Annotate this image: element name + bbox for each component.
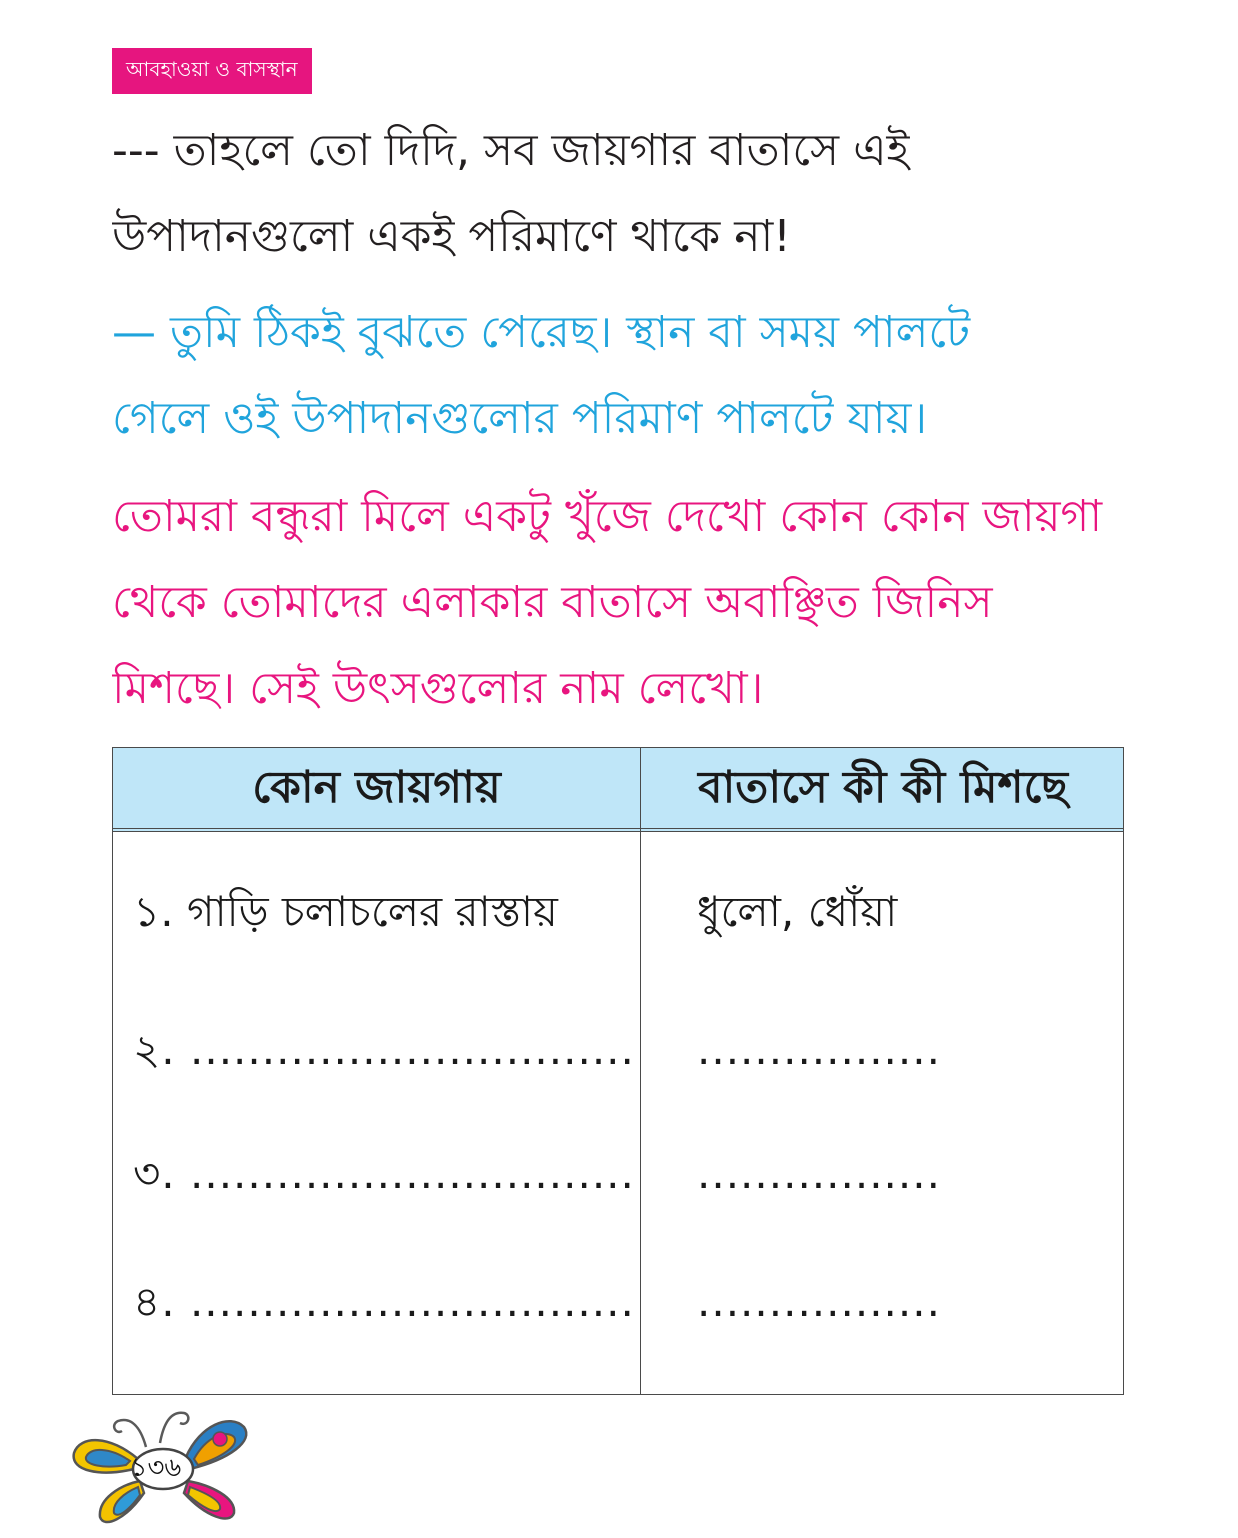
- chapter-tag: আবহাওয়া ও বাসস্থান: [112, 48, 312, 94]
- row-2-place-blank[interactable]: ২. ...............................: [133, 1025, 635, 1074]
- row-4-pollutants-blank[interactable]: .................: [697, 1277, 941, 1326]
- question-line: --- তাহলে তো দিদি, সব জায়গার বাতাসে এই: [112, 125, 910, 176]
- table-column-divider: [640, 748, 641, 1394]
- activity-line: মিশছে। সেই উৎসগুলোর নাম লেখো।: [112, 663, 764, 714]
- row-1-place: ১. গাড়ি চলাচলের রাস্তায়: [133, 887, 558, 936]
- activity-line: থেকে তোমাদের এলাকার বাতাসে অবাঞ্ছিত জিনিস: [112, 577, 993, 628]
- activity-line: তোমরা বন্ধুরা মিলে একটু খুঁজে দেখো কোন কোন জায়গা: [112, 491, 1103, 542]
- answer-line: গেলে ওই উপাদানগুলোর পরিমাণ পালটে যায়।: [112, 393, 928, 444]
- activity-paragraph: [112, 474, 1124, 732]
- answer-paragraph: [112, 290, 1124, 462]
- row-3-pollutants-blank[interactable]: .................: [697, 1149, 941, 1198]
- pollution-sources-table: [112, 747, 1124, 1395]
- question-line: উপাদানগুলো একই পরিমাণে থাকে না!: [112, 211, 791, 262]
- row-3-place-blank[interactable]: ৩. ...............................: [133, 1149, 635, 1198]
- answer-line: — তুমি ঠিকই বুঝতে পেরেছ। স্থান বা সময় পালটে: [112, 307, 971, 358]
- question-paragraph: [112, 108, 1124, 280]
- row-1-pollutants: ধুলো, ধোঁয়া: [697, 887, 898, 936]
- row-4-place-blank[interactable]: ৪. ...............................: [133, 1277, 635, 1326]
- column-header-place: কোন জায়গায়: [252, 762, 501, 813]
- column-header-pollutants: বাতাসে কী কী মিশছে: [698, 762, 1068, 813]
- row-2-pollutants-blank[interactable]: .................: [697, 1025, 941, 1074]
- page-number: ১৩৬: [130, 1453, 182, 1483]
